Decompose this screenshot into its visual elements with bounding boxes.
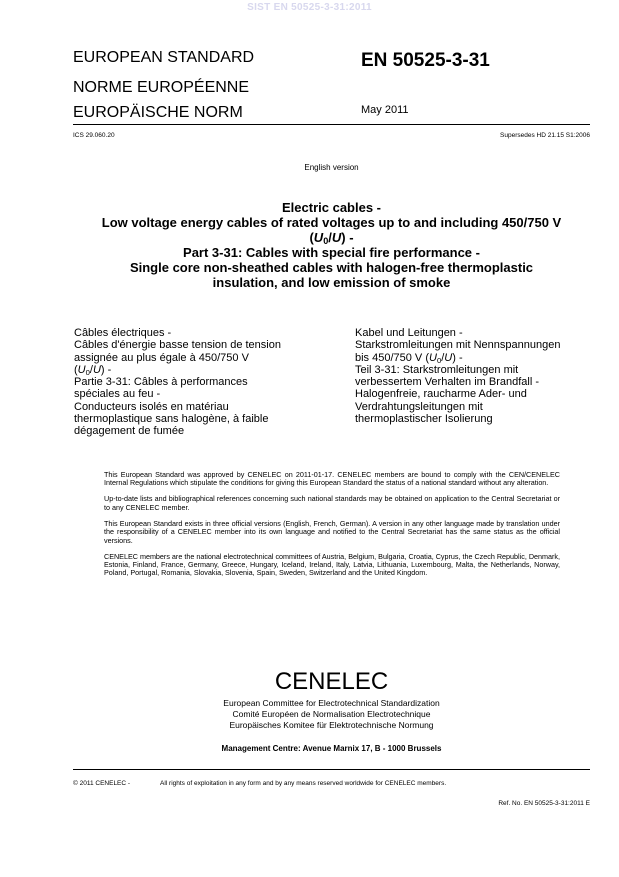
standard-number: EN 50525-3-31 xyxy=(361,50,490,71)
french-title-column: Câbles électriques - Câbles d'énergie basse tension de tension assignée au plus égale à 450/750 V $(U_0/U)$ - Partie 3-31: Câbles à performances spéciales au feu - Conducteurs isolés en matériau thermoplastique sans halogène, à faible dégagement de fumée xyxy=(74,327,281,438)
cenelec-committee-names: European Committee for Electrotechnical Standardization Comité Européen de Normalisation Electrotechnique Europäisches Komitee für Elektrotechnische Normung xyxy=(223,698,440,730)
paragraph-members: CENELEC members are the national electrotechnical committees of Austria, Belgium, Bulgaria, Croatia, Cyprus, the Czech Republic, Denmark, Estonia, Finland, France, Germany, Greece, Hungary, Iceland, Ireland, Italy, Latvia, Lithuania, Luxembourg, Malta, the Netherlands, Norway, Poland, Portugal, Romania, Slovakia, Slovenia, Spain, Sweden, Switzerland and the United Kingdom. xyxy=(104,551,560,578)
paragraph-references: Up-to-date lists and bibliographical references concerning such national standards may be obtained on application to the Central Secretariat or to any CENELEC member. xyxy=(104,494,560,512)
title-european-standard: EUROPEAN STANDARD xyxy=(73,49,255,66)
title-line-1: Electric cables - xyxy=(282,200,381,215)
version-label: English version xyxy=(304,163,359,172)
title-line-4: Part 3-31: Cables with special fire performance - xyxy=(183,245,480,260)
cenelec-logo-text: CENELEC xyxy=(274,668,389,695)
title-line-2: Low voltage energy cables of rated voltages up to and including 450/750 V xyxy=(101,215,562,230)
supersedes: Supersedes HD 21.15 S1:2006 xyxy=(500,132,590,139)
ics-code: ICS 29.060.20 xyxy=(73,132,115,139)
title-europaische-norm: EUROPÄISCHE NORM xyxy=(73,104,243,121)
title-norme-europeenne: NORME EUROPÉENNE xyxy=(73,79,250,96)
reference-number: Ref. No. EN 50525-3-31:2011 E xyxy=(498,800,590,807)
copyright: © 2011 CENELEC - xyxy=(73,780,131,787)
header-rule xyxy=(73,124,590,125)
management-centre: Management Centre: Avenue Marnix 17, B - 1000 Brussels xyxy=(221,744,442,753)
paragraph-approval: This European Standard was approved by CENELEC on 2011-01-17. CENELEC members are bound to comply with the CEN/CENELEC Internal Regulations which stipulate the conditions for giving this European Standard the status of a national standard without any alteration. xyxy=(104,470,560,488)
publication-date: May 2011 xyxy=(361,104,409,116)
rights-statement: All rights of exploitation in any form and by any means reserved worldwide for CENELEC members. xyxy=(160,780,447,787)
document-title xyxy=(73,200,590,290)
title-line-3: $(U_0/U)$ - xyxy=(309,230,354,246)
watermark: SIST EN 50525-3-31:2011 xyxy=(247,2,372,13)
approval-paragraphs xyxy=(104,471,560,585)
title-line-6: insulation, and low emission of smoke xyxy=(212,275,451,290)
footer-rule xyxy=(73,769,590,770)
paragraph-versions: This European Standard exists in three official versions (English, French, German). A version in any other language made by translation under the responsibility of a CENELEC member into its own language and notified to the Central Secretariat has the same status as the official versions. xyxy=(104,518,560,545)
title-line-5: Single core non-sheathed cables with halogen-free thermoplastic xyxy=(129,260,534,275)
german-title-column: Kabel und Leitungen - Starkstromleitungen mit Nennspannungen bis 450/750 V $(U_0/U)$ - Teil 3-31: Starkstromleitungen mit verbessertem Verhalten im Brandfall - Halogenfreie, raucharme Ader- und Verdrahtungsleitungen mit thermoplastischer Isolierung xyxy=(355,327,561,426)
